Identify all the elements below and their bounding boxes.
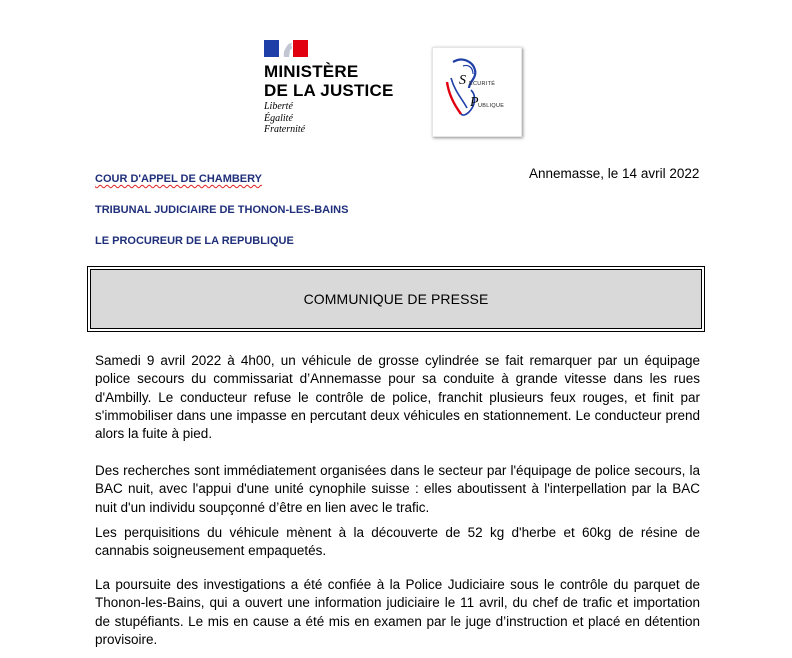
paragraph-text: Samedi 9 avril 2022 à 4h00, un véhicule de grosse cylindrée se fait remarquer par un équipage police secours du commissariat d’Annemasse pour sa conduite à grande vitesse dans les rues d'Ambilly. Le conducteur refuse le contrôle de police, franchit plusieurs feux rouges, et finit par s'immobiliser dans une impasse en percutant deux véhicules en stationnement. Le conducteur prend alors la fuite à pied. <box>95 353 700 442</box>
marianne-flag-icon <box>264 40 308 57</box>
paragraph-text: Des recherches sont immédiatement organisées dans le secteur par l'équipage de police secours, la BAC nuit, avec l'appui d'une unité cynophile suisse : elles aboutissent à l'interpellation par la BAC nuit d'un individu soupçonné d’être en lien avec le trafic. <box>95 463 700 515</box>
prosecutor-heading: LE PROCUREUR DE LA REPUBLIQUE <box>95 235 294 247</box>
securite-publique-emblem-icon <box>433 48 521 136</box>
ministry-of-justice-logo <box>262 40 397 135</box>
publique-label: UBLIQUE <box>478 103 505 109</box>
banner-title: COMMUNIQUE DE PRESSE <box>303 291 489 307</box>
date-line: Annemasse, le 14 avril 2022 <box>529 166 700 181</box>
tribunal-heading: TRIBUNAL JUDICIAIRE DE THONON-LES-BAINS <box>95 204 349 216</box>
ministry-name: MINISTÈRE DE LA JUSTICE <box>264 62 394 100</box>
republic-motto: Liberté Égalité Fraternité <box>264 101 306 135</box>
paragraph-incident <box>95 352 700 443</box>
paragraph-text: La poursuite des investigations a été confiée à la Police Judiciaire sous le contrôle du parquet de Thonon-les-Bains, qui a ouvert une information judiciaire le 11 avril, du chef de trafic et importation de stupéfiants. Le mis en cause a été mis en examen par le juge d’instruction et placé en détention provisoire. <box>95 577 700 647</box>
paragraph-seizure <box>95 524 700 561</box>
letter-s-mark: S <box>459 73 466 88</box>
court-of-appeal-heading: COUR D'APPEL DE CHAMBERY <box>95 173 263 185</box>
securite-label: ÉCURITÉ <box>469 81 496 87</box>
letter-p-mark: P <box>470 95 479 110</box>
press-release-banner <box>87 266 705 332</box>
securite-publique-logo <box>432 47 522 137</box>
paragraph-search <box>95 462 700 517</box>
paragraph-text: Les perquisitions du véhicule mènent à la découverte de 52 kg d'herbe et 60kg de résine de cannabis soigneusement empaquetés. <box>95 525 700 559</box>
paragraph-investigation <box>95 576 700 649</box>
